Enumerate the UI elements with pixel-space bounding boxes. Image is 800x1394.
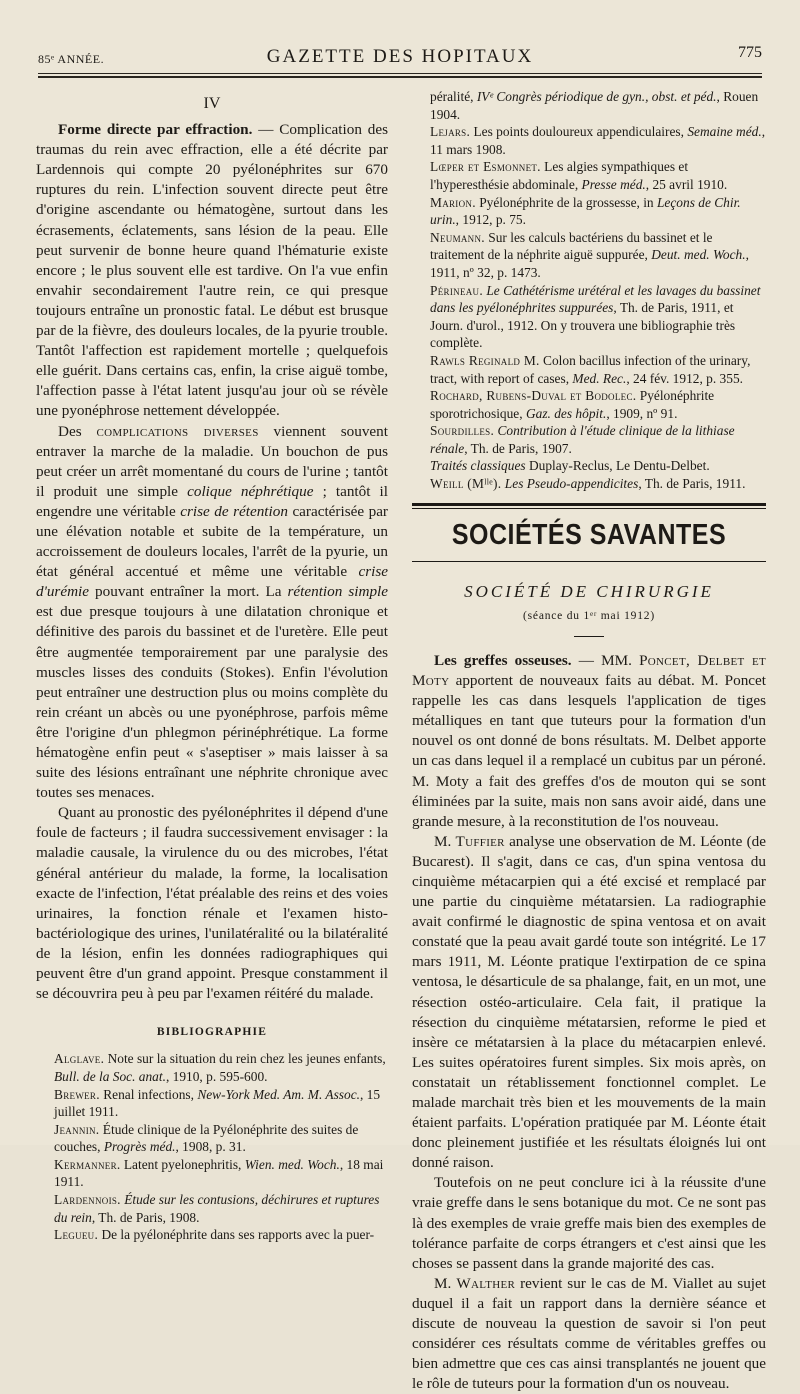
reference-text: péralité, — [430, 89, 477, 104]
reference-title: Wien. med. Woch. — [244, 1156, 340, 1172]
bibliography-entry — [412, 88, 766, 123]
bibliography-entry — [412, 123, 766, 158]
reference-author: Brewer. — [54, 1086, 100, 1102]
bibliography-entry — [412, 422, 766, 457]
journal-title: GAZETTE DES HOPITAUX — [266, 46, 534, 67]
header-rule-top — [38, 73, 762, 74]
reference-text: Les algies sympathiques et l'hyperesthésie abdominale, — [430, 159, 689, 192]
text-run-italic: crise de rétention — [180, 502, 288, 520]
reference-author: Lardennois. — [54, 1192, 121, 1208]
reference-text: De la pyélonéphrite dans ses rapports avec la puer- — [98, 1227, 375, 1243]
reference-title: Les Pseudo-appendicites — [504, 476, 639, 492]
paragraph-heading: Forme directe par effraction. — [58, 121, 253, 139]
reference-details: , 1911, nº 32, p. 1473. — [430, 247, 749, 280]
section-title: SOCIÉTÉS SAVANTES — [451, 518, 727, 551]
bibliography-list — [36, 1050, 388, 1244]
text-run-italic: colique néphrétique — [187, 482, 314, 500]
reference-title: Contribution à l'étude clinique de la lithiase rénale — [430, 423, 735, 456]
reference-text: Pyélonéphrite sporotrichosique, — [430, 388, 715, 421]
reference-details: , 25 avril 1910. — [645, 176, 728, 192]
paragraph-prognosis: Quant au pronostic des pyélonéphrites il dépend d'une foule de facteurs ; il faudra successivement envisager : la maladie causale, la virulence du ou des microbes, l'état général antérieur du malade, la forme, la localisation exacte de l'infection, l'état préalable des reins et des voies urinaires, la fonction rénale et l'examen histo-bactériologique des urines, l'unilatéralité ou la bilatéralité de la lésion, enfin les données radiographiques qui peuvent être d'un grand appoint. Presque constamment il se découvrira peu à peu par l'examen réitéré du malade. — [36, 804, 388, 1003]
session-date: (séance du 1ᵉʳ mai 1912) — [523, 609, 655, 622]
reference-title: Med. Rec. — [572, 370, 627, 386]
issue-label: 85ᵉ ANNÉE. — [38, 52, 105, 66]
reference-text: Colon bacillus infection of the urinary, tract, with report of cases, — [430, 352, 751, 386]
reference-text: Sur les calculs bactériens du bassinet et le traitement de la néphrite aiguë suppurée, — [430, 229, 713, 263]
text-run: M. — [434, 832, 456, 850]
bibliography-entry — [36, 1191, 388, 1226]
bibliography-entry — [36, 1050, 388, 1085]
reference-author: Alglave. — [54, 1051, 105, 1067]
text-run-smallcaps: complications diverses — [96, 422, 259, 440]
paragraph-tuffier — [412, 832, 766, 1174]
reference-details: , Th. de Paris, 1911. — [638, 476, 746, 492]
text-run: Des — [58, 422, 97, 440]
reference-details: , 18 mai 1911. — [54, 1156, 384, 1190]
text-run: — MM. — [571, 651, 640, 669]
reference-text: Étude clinique de la Pyélonéphrite des suites de couches, — [54, 1121, 359, 1155]
reference-details: Duplay-Reclus, Le Dentu-Delbet. — [525, 458, 710, 474]
bibliography-entry — [36, 1226, 388, 1244]
reference-title: Deut. med. Woch. — [651, 247, 746, 263]
reference-title: Leçons de Chir. urin. — [430, 194, 741, 228]
bibliography-entry — [412, 352, 766, 387]
section-number: IV — [203, 95, 221, 112]
text-run: M. — [434, 1274, 457, 1292]
reference-details: , 24 fév. 1912, p. 355. — [626, 370, 743, 386]
reference-text: Latent pyelonephritis, — [120, 1156, 245, 1172]
paragraph-direct-form — [36, 120, 388, 421]
text-run-italic: crise d'urémie — [36, 563, 388, 601]
bibliography-entry — [412, 282, 766, 352]
bibliography-entry — [412, 475, 766, 493]
reference-author: Rawls Reginald M. — [430, 352, 540, 368]
reference-details: , 11 mars 1908. — [430, 124, 766, 157]
bibliography-entry — [36, 1121, 388, 1156]
left-column — [36, 88, 388, 1244]
reference-title: Gaz. des hôpit. — [525, 405, 607, 421]
reference-title: Bull. de la Soc. anat. — [54, 1068, 166, 1084]
society-title: SOCIÉTÉ DE CHIRURGIE — [464, 581, 714, 601]
text-run-italic: rétention simple — [287, 583, 389, 601]
reference-details: , 1909, nº 91. — [606, 405, 678, 421]
section-title-rule — [412, 561, 766, 562]
reference-details: , 1908, p. 31. — [175, 1139, 246, 1155]
text-run-smallcaps: Poncet, Delbet et Moty — [412, 651, 766, 690]
paragraph-bone-grafts — [412, 651, 766, 832]
reference-author: Jeannin. — [54, 1121, 100, 1137]
bibliography-entry — [412, 229, 766, 282]
paragraph-conclusion: Toutefois on ne peut conclure ici à la réussite d'une vraie greffe dans le sens botanique du mot. Ce ne sont pas là des exemples de vraie greffe mais bien des exemples de tolérance parfaite de corps étrangers et c'est ainsi que les choses se passent dans la grande majorité des cas. — [412, 1174, 766, 1272]
text-run: revient sur le cas de M. Viallet au sujet duquel il a fait un rapport dans la dernière séance et discute de nouveau la question de savoir si l'on peut considérer ces résultats comme de véritables greffes ou bien admettre que ces cas ainsi transplantés ne jouent que le rôle de tuteurs pour la formation d'un os nouveau. — [412, 1274, 766, 1393]
bibliography-entry — [36, 1086, 388, 1121]
reference-author: Rochard, Rubens-Duval et Bodolec. — [430, 388, 637, 404]
header-rule-bottom — [38, 76, 762, 78]
reference-author: Legueu. — [54, 1227, 99, 1243]
text-run: pouvant entraîner la mort. La — [89, 583, 288, 601]
reference-title: Presse méd. — [581, 176, 646, 192]
text-run-smallcaps: Tuffier — [455, 832, 505, 850]
reference-title: New-York Med. Am. M. Assoc. — [197, 1086, 360, 1102]
paragraph-heading: Les greffes osseuses. — [434, 651, 572, 669]
reference-author: Neumann. — [430, 229, 485, 245]
reference-details: , 1912, p. 75. — [455, 212, 526, 228]
reference-details: , 15 juillet 1911. — [54, 1086, 381, 1120]
reference-text: Pyélonéphrite de la grossesse, in — [475, 194, 657, 210]
reference-text: Les points douloureux appendiculaires, — [470, 124, 688, 140]
reference-text: Renal infections, — [99, 1086, 198, 1102]
bibliography-list-continued — [412, 88, 766, 493]
text-run: ; tantôt il engendre une véritable — [36, 482, 388, 520]
bibliography-entry — [412, 158, 766, 193]
bibliography-entry — [412, 387, 766, 422]
paragraph-complications — [36, 422, 388, 804]
reference-author: Sourdilles. — [430, 423, 495, 439]
bibliography-entry — [412, 194, 766, 229]
reference-details: , Th. de Paris, 1908. — [91, 1209, 200, 1225]
reference-author: Lejars. — [430, 124, 471, 140]
paragraph-text: — Complication des traumas du rein avec effraction, elle a été décrite par Lardennois qui compte 20 pyélonéphrites sur 670 ruptures du rein. L'infection souvent directe peut être d'origine ascendante ou hématogène, surtout dans les écrasements, éclatements, sans lésion de la peau. Elle peut survenir de bonne heure quand l'hématurie existe encore ; le plus souvent elle est tardive. On l'a vue enfin envahir secondairement l'autre rein, ce qui presque toujours entraîne un pronostic fatal. Le début est brusque par de la fièvre, des douleurs locales, de la pyurie trouble. Tantôt l'affection est rapidement mortelle ; quelquefois elle guérit. Dans certains cas, enfin, la crise aiguë tombe, l'affection passe à l'état latent jusqu'au jour où se révèle une pyonéphrose nettement développée. — [36, 121, 388, 420]
section-rule-thick — [412, 503, 766, 506]
reference-title: IVᵉ Congrès périodique de gyn., obst. et péd. — [476, 89, 717, 104]
reference-author: Kermanner. — [54, 1156, 121, 1172]
text-run: apportent de nouveaux faits au débat. M. Poncet rappelle les cas dans lesquels l'application de tiges métalliques en tant que tuteurs pour la formation d'un nouvel os ont donné de bons résultats. M. Delbet apporte un cas dans lequel il a remplacé un cubitus par un péroné. M. Moty a fait des greffes d'os de mouton qui se sont éliminées par la suite, mais non sans avoir aidé, dans une grande mesure, à la reconstitution de l'os nouveau. — [412, 672, 766, 830]
reference-author: Lœper et Esmonnet. — [430, 159, 541, 175]
bibliography-title: BIBLIOGRAPHIE — [156, 1026, 268, 1039]
reference-details: , Th. de Paris, 1911, et Journ. d'urol., 1912. On y trouvera une bibliographie très complète. — [430, 300, 736, 351]
reference-author: Périneau. — [430, 282, 483, 298]
separator-dash — [574, 636, 604, 637]
reference-title: Le Cathétérisme urétéral et les lavages du bassinet dans les pyélonéphrites suppurées — [430, 282, 761, 316]
text-run: analyse une observation de M. Léonte (de Bucarest). Il s'agit, dans ce cas, d'un spina ventosa du cinquième métacarpien qui a été excisé et remplacé par une partie du cinquième métatarsien. La radiographie avait confirmé le diagnostic de spina ventosa et on avait constaté que la peau avait gardé toute son intégrité. Le 17 mars 1911, M. Léonte pratique l'extirpation de ce spina ventosa, le désarticule de sa phalange, fait, en un mot, une résection ostéo-articulaire. Cela fait, il pratique la résection du cinquième métatarsien, reforme le pied et insère ce métatarsien à la place du métacarpien enlevé. Les suites opératoires furent simples. Six mois après, on constatait un rétablissement fonctionnel complet. Le malade marchait très bien et les mouvements de la main étaient parfaits. L'opération pratiquée par M. Léonte était donc pleinement justifiée et les résultats éloignés lui ont donné raison. — [412, 832, 766, 1172]
reference-author: Weill (Mˡˡᵉ). — [430, 476, 502, 492]
paragraph-walther — [412, 1274, 766, 1394]
text-run: est due presque toujours à une dilatation chronique et définitive des parois du bassinet et de l'uretère. Elle peut être augmentée temporairement par une paralysie des muscles lisses des conduits (Stokes). Enfin l'évolution peut entraîner une destruction plus ou moins complète du rein créant un abcès ou une pyonéphrose, parfois même être l'origine d'un phlegmon périnéphrétique. La forme hématogène enfin peut « s'aseptiser » mais laisser à sa suite des lésions entraînant une néphrite chronique avec toutes ses menaces. — [36, 603, 388, 802]
right-column — [412, 88, 766, 1394]
reference-title: Progrès méd. — [103, 1139, 176, 1155]
bibliography-entry — [412, 457, 766, 475]
text-run-smallcaps: Walther — [456, 1274, 516, 1292]
reference-title: Traités classiques — [430, 458, 526, 474]
reference-text: Note sur la situation du rein chez les jeunes enfants, — [104, 1051, 386, 1067]
bibliography-entry — [36, 1156, 388, 1191]
reference-details: , 1910, p. 595-600. — [165, 1068, 268, 1084]
reference-details: , Th. de Paris, 1907. — [464, 440, 572, 456]
text-run: caractérisée par une élévation notable et subite de la température, un accroissement de douleurs locales, l'arrêt de la pyurie, un état général accentué et même une véritable — [36, 502, 388, 581]
reference-details: , Rouen 1904. — [430, 89, 759, 122]
reference-title: Semaine méd. — [687, 124, 762, 140]
reference-title: Étude sur les contusions, déchirures et ruptures du rein — [54, 1192, 380, 1225]
section-rule-thin — [412, 508, 766, 509]
page-number: 775 — [738, 44, 762, 61]
page-header — [38, 42, 762, 72]
text-run: viennent souvent entraver la marche de la maladie. Un bouchon de pus peut créer un arrêt momentané du cours de l'urine ; tantôt il produit une simple — [36, 422, 388, 500]
reference-author: Marion. — [430, 194, 476, 210]
